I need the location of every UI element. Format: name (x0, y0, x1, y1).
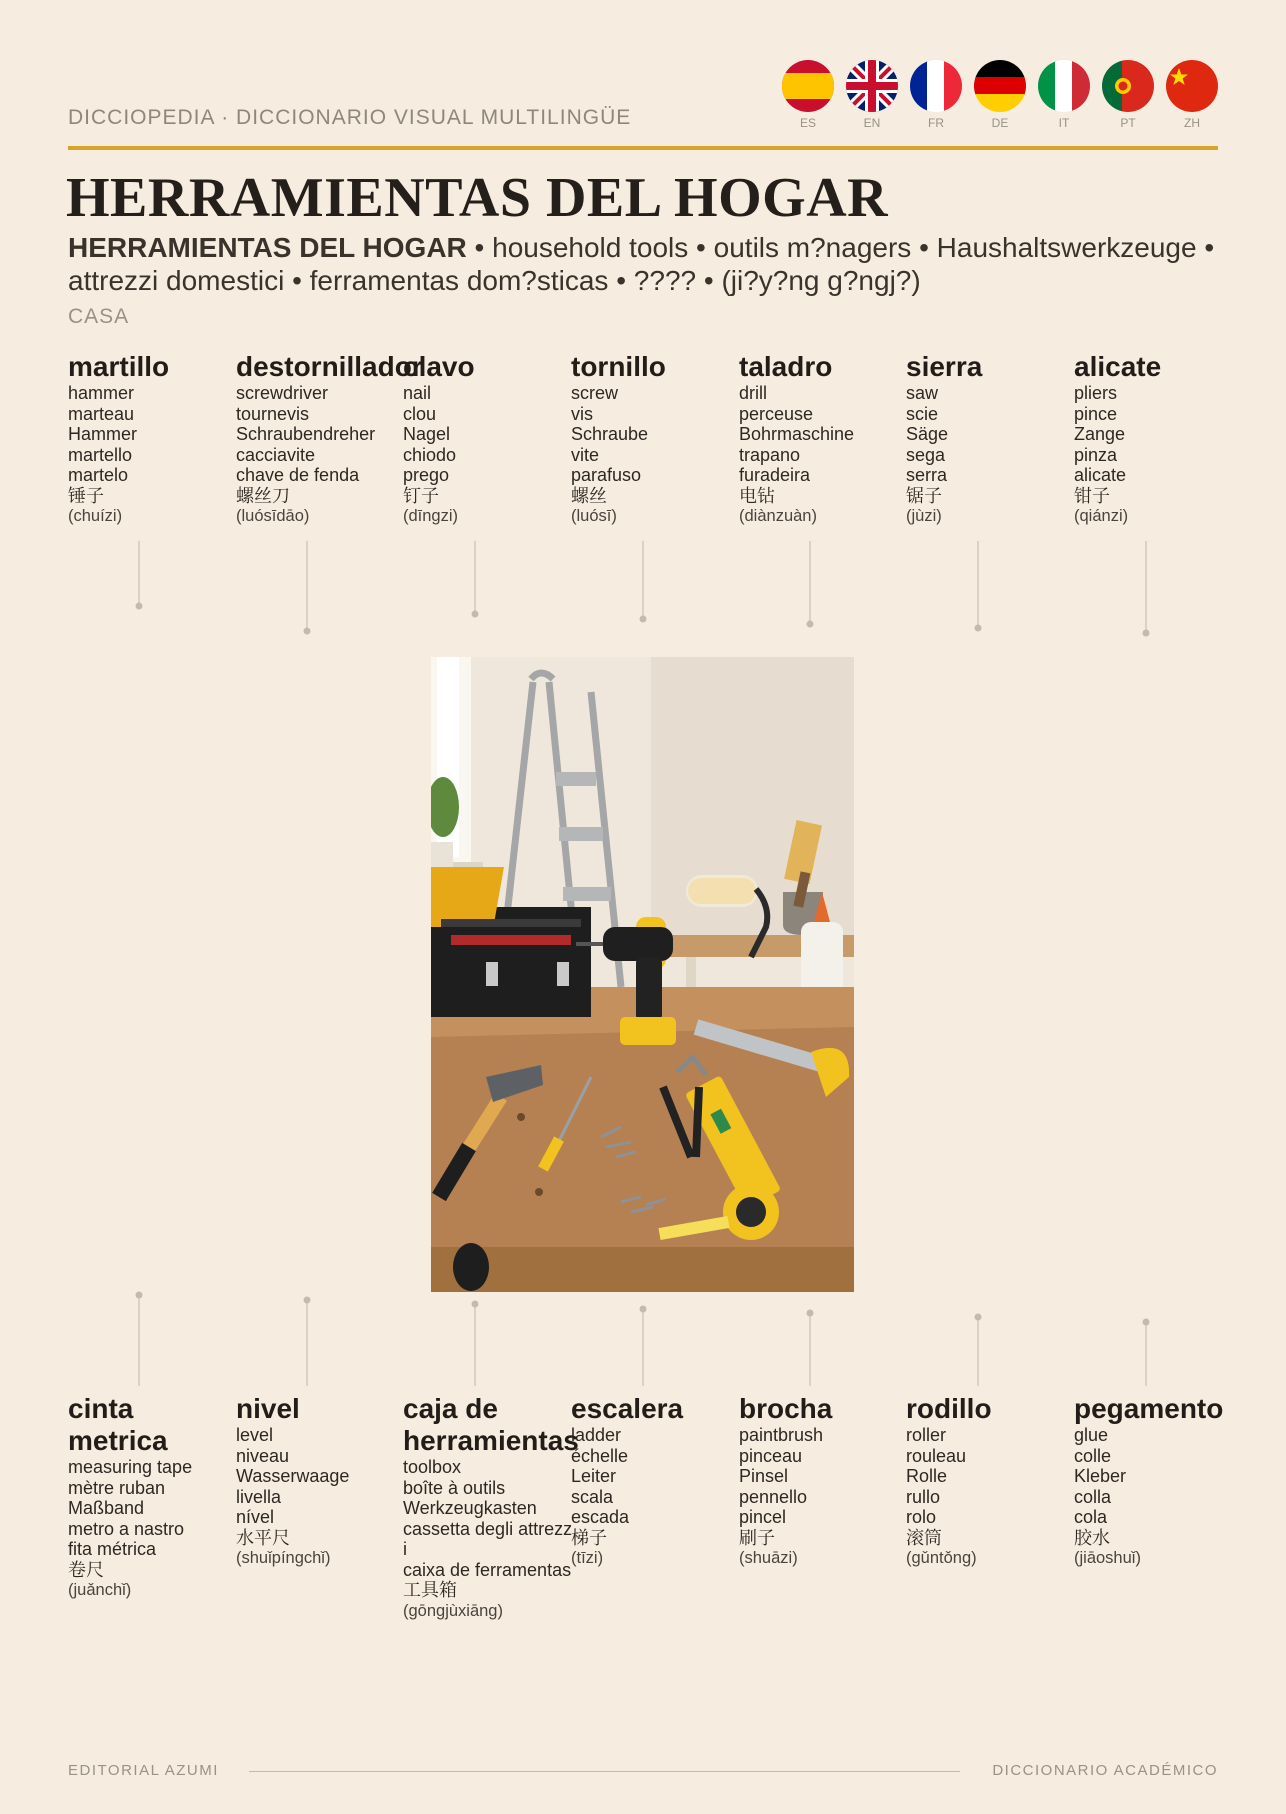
entry-translation-en: screw (571, 383, 619, 403)
entry-translation-it: vite (571, 444, 600, 465)
entry-translation-en: screwdriver (236, 383, 329, 403)
entry-pinyin: (gōngjùxiāng) (403, 1601, 503, 1620)
entry-translation-zh: 锤子 (68, 485, 104, 506)
entry-translation-pt: pincel (739, 1507, 787, 1527)
entry-translation-fr: clou (403, 403, 437, 424)
entry-translation-pt: cola (1074, 1507, 1108, 1527)
entry-translation-fr: marteau (68, 403, 135, 424)
flag-code-fr: FR (928, 116, 944, 130)
entry-pinyin: (dīngzi) (403, 507, 459, 525)
brand-title: DICCIOPEDIA · DICCIONARIO VISUAL MULTILINGÜE (68, 106, 632, 129)
entry-translation-it: martello (68, 444, 133, 465)
page-title: HERRAMIENTAS DEL HOGAR (66, 167, 889, 229)
entry-translation-pt: serra (906, 465, 948, 485)
entry-translation-zh: 钉子 (403, 485, 439, 506)
entry-brocha (739, 1393, 909, 1568)
entry-translation-zh: 电钻 (739, 485, 775, 506)
footer-rule (249, 1771, 960, 1772)
entry-translation-pt: rolo (906, 1507, 937, 1527)
entry-pinyin: (juǎnchǐ) (68, 1581, 132, 1599)
entry-term: taladro (739, 351, 833, 382)
entry-translation-zh: 钳子 (1074, 485, 1110, 506)
entry-pinyin: (diànzuàn) (739, 507, 817, 525)
entry-translation-pt: alicate (1074, 465, 1127, 485)
entry-translation-zh: 工具箱 (403, 1580, 457, 1600)
entry-pinyin: (shuāzi) (739, 1549, 798, 1567)
entry-translation-de: Hammer (68, 424, 138, 444)
connector-dot (472, 611, 479, 618)
entry-term: rodillo (906, 1393, 992, 1424)
entry-translation-pt: nível (236, 1507, 275, 1527)
entry-translation-it: colla (1074, 1486, 1112, 1507)
household-tools-photo (431, 657, 854, 1292)
entry-translation-pt: caixa de ferramentas (403, 1559, 572, 1580)
entry-translation-fr: colle (1074, 1445, 1112, 1466)
entry-translation-en: saw (906, 383, 939, 403)
connector-dot (1143, 630, 1150, 637)
tools-illustration (431, 657, 854, 1292)
entry-pinyin: (chuízi) (68, 507, 123, 525)
entry-pinyin: (tīzi) (571, 1549, 604, 1567)
entry-translation-fr: tournevis (236, 403, 310, 424)
entry-translation-zh: 胶水 (1074, 1527, 1110, 1548)
entry-escalera (571, 1393, 741, 1568)
entry-translation-it: rullo (906, 1486, 941, 1507)
entry-pinyin: (shuǐpíngchǐ) (236, 1549, 331, 1567)
entry-translation-it: cacciavite (236, 444, 316, 465)
footer-publisher: EDITORIAL AZUMI (68, 1762, 219, 1779)
entry-translation-pt: parafuso (571, 465, 642, 485)
entry-cinta-metrica (68, 1393, 238, 1600)
entry-pinyin: (jùzi) (906, 507, 942, 525)
connector-dot (136, 603, 143, 610)
entry-translation-fr: niveau (236, 1445, 290, 1466)
entry-nivel (236, 1393, 406, 1568)
entry-translation-it: pennello (739, 1486, 808, 1507)
entry-pinyin: (qiánzi) (1074, 507, 1129, 525)
entry-caja-de-herramientas (403, 1393, 579, 1621)
entry-translation-de: Schraube (571, 424, 649, 444)
entry-translation-it: pinza (1074, 444, 1118, 465)
connector-dot (472, 1301, 479, 1308)
entry-translation-pt: martelo (68, 465, 129, 485)
entry-term: martillo (68, 351, 170, 382)
entry-translation-en: ladder (571, 1425, 622, 1445)
entry-translation-fr: rouleau (906, 1445, 967, 1466)
connector-dot (304, 1297, 311, 1304)
flag-code-en: EN (863, 116, 881, 130)
entry-translation-de: Kleber (1074, 1466, 1127, 1486)
entry-translation-en: glue (1074, 1425, 1109, 1445)
footer-series: DICCIONARIO ACADÉMICO (992, 1762, 1218, 1779)
flag-code-zh: ZH (1184, 116, 1200, 130)
flag-code-de: DE (991, 116, 1009, 130)
entry-translation-de: Rolle (906, 1466, 948, 1486)
entry-translation-fr: perceuse (739, 403, 814, 424)
flag-code-es: ES (799, 116, 816, 130)
entry-translation-it: chiodo (403, 444, 457, 465)
subtitle-translations: • household tools • outils m?nagers • Haushaltswerkzeuge • attrezzi domestici • ferramentas dom?sticas • ???? • (ji?y?ng g?ngj?) (68, 232, 1215, 296)
category-label: CASA (68, 305, 130, 328)
entry-translation-pt: fita métrica (68, 1539, 157, 1559)
entry-translation-fr: boîte à outils (403, 1477, 506, 1498)
entry-term: destornillador (236, 351, 423, 382)
entry-translation-de: Pinsel (739, 1466, 789, 1486)
entry-translation-zh: 锯子 (906, 485, 942, 506)
entry-term: clavo (403, 351, 475, 382)
entry-translation-it: metro a nastro (68, 1518, 185, 1539)
entry-translation-zh: 梯子 (571, 1527, 607, 1548)
entry-translation-it: trapano (739, 444, 801, 465)
entry-translation-en: roller (906, 1425, 947, 1445)
flag-code-pt: PT (1120, 116, 1136, 130)
entry-term: sierra (906, 351, 983, 382)
entry-translation-en: paintbrush (739, 1425, 824, 1445)
entry-translation-fr: mètre ruban (68, 1477, 166, 1498)
entry-pinyin: (luósīdāo) (236, 507, 310, 525)
entry-translation-it: sega (906, 444, 946, 465)
entry-translation-en: toolbox (403, 1457, 462, 1477)
entry-translation-en: measuring tape (68, 1457, 193, 1477)
entry-pinyin: (luósī) (571, 507, 617, 525)
entry-translation-de: Leiter (571, 1466, 617, 1486)
entry-translation-zh: 水平尺 (236, 1527, 290, 1548)
entry-translation-de: Werkzeugkasten (403, 1498, 537, 1518)
entry-translation-fr: pince (1074, 403, 1118, 424)
entry-pinyin: (jiāoshuǐ) (1074, 1549, 1141, 1567)
entry-translation-de: Säge (906, 424, 949, 444)
connector-dot (807, 621, 814, 628)
entry-translation-zh: 刷子 (739, 1527, 775, 1548)
connector-dot (975, 1314, 982, 1321)
connector-dot (304, 628, 311, 635)
subtitle-lead: HERRAMIENTAS DEL HOGAR (68, 232, 467, 263)
entry-translation-en: pliers (1074, 383, 1118, 403)
entry-translation-fr: vis (571, 403, 593, 424)
connector-dot (136, 1292, 143, 1299)
connector-dot (1143, 1319, 1150, 1326)
entry-translation-it: scala (571, 1486, 614, 1507)
entry-translation-en: hammer (68, 383, 135, 403)
connector-dot (807, 1310, 814, 1317)
entry-translation-fr: échelle (571, 1445, 629, 1466)
entry-translation-zh: 滚筒 (906, 1527, 942, 1548)
entry-translation-en: level (236, 1425, 274, 1445)
entry-translation-de: Wasserwaage (236, 1466, 350, 1486)
entry-translation-pt: furadeira (739, 465, 811, 485)
entry-translation-de: Zange (1074, 424, 1126, 444)
entry-translation-de: Nagel (403, 424, 451, 444)
entry-term: escalera (571, 1393, 684, 1424)
entry-translation-de: Schraubendreher (236, 424, 376, 444)
connector-dot (640, 616, 647, 623)
entry-pegamento (1074, 1393, 1244, 1568)
entry-translation-pt: chave de fenda (236, 465, 360, 485)
entry-translation-de: Maßband (68, 1498, 145, 1518)
entry-translation-fr: pinceau (739, 1445, 803, 1466)
entry-term: nivel (236, 1393, 300, 1424)
connector-dot (975, 625, 982, 632)
entry-translation-zh: 卷尺 (68, 1559, 104, 1580)
entry-term: caja de herramientas (403, 1393, 579, 1456)
entry-translation-de: Bohrmaschine (739, 424, 855, 444)
entry-pinyin: (gǔntǒng) (906, 1549, 977, 1567)
entry-translation-pt: escada (571, 1507, 630, 1527)
entry-term: brocha (739, 1393, 833, 1424)
flag-code-it: IT (1058, 116, 1070, 130)
entry-translation-it: livella (236, 1486, 282, 1507)
entry-translation-pt: prego (403, 465, 450, 485)
entry-rodillo (906, 1393, 1076, 1568)
entry-term: pegamento (1074, 1393, 1224, 1424)
entry-translation-it: cassetta degli attrezzi (403, 1518, 573, 1559)
entry-translation-en: nail (403, 383, 432, 403)
entry-term: cinta metrica (68, 1393, 168, 1456)
entry-term: alicate (1074, 351, 1162, 382)
entry-translation-zh: 螺丝 (571, 485, 607, 506)
entry-translation-zh: 螺丝刀 (236, 485, 290, 506)
entry-translation-fr: scie (906, 403, 939, 424)
entry-translation-en: drill (739, 383, 768, 403)
connector-dot (640, 1306, 647, 1313)
entry-term: tornillo (571, 351, 666, 382)
